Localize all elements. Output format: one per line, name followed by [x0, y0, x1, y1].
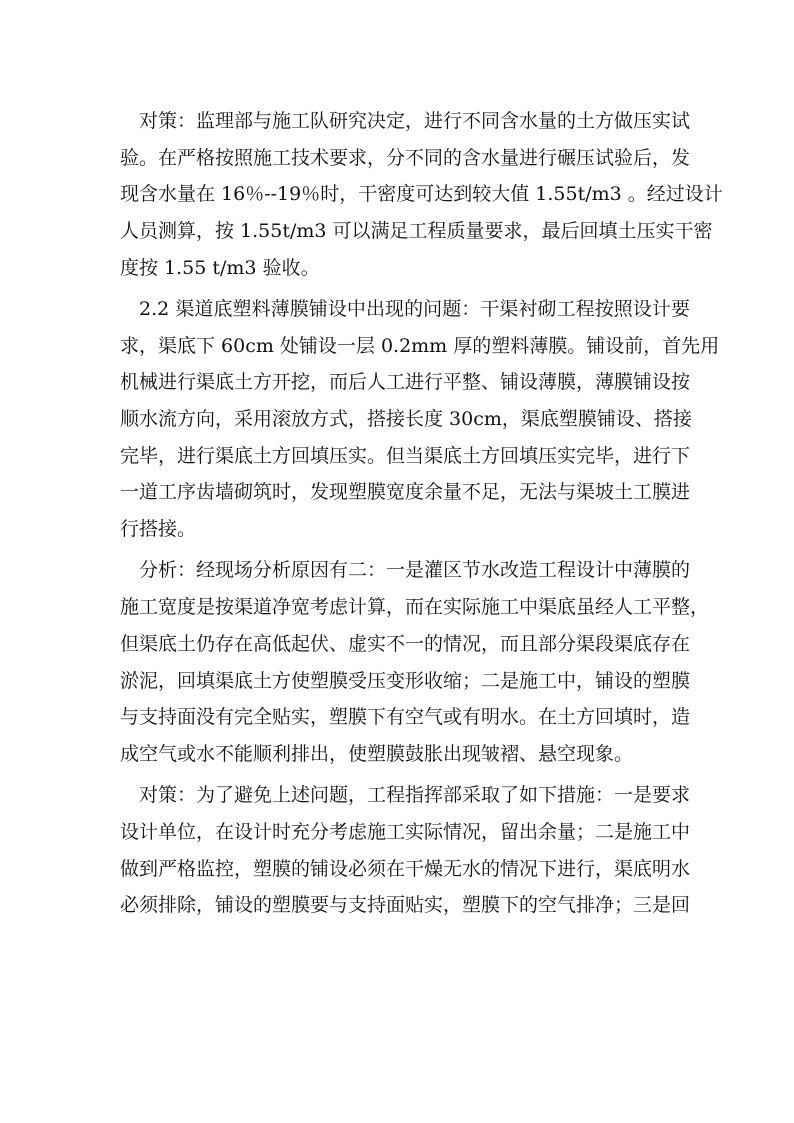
- text-line: 做到严格监控，塑膜的铺设必须在干燥无水的情况下进行，渠底明水: [120, 857, 691, 880]
- paragraph-countermeasure-2: [120, 777, 690, 924]
- text-line: 与支持面没有完全贴实，塑膜下有空气或有明水。在土方回填时，造: [120, 706, 691, 729]
- text-line: 行搭接。: [120, 518, 197, 541]
- text-line: 但渠底土仍存在高低起伏、虚实不一的情况，而且部分渠段渠底存在: [120, 632, 691, 655]
- text-line: 人员测算，按 1.55t/m3 可以满足工程质量要求，最后回填土压实干密: [120, 220, 713, 243]
- text-line: 成空气或水不能顺利排出，使塑膜鼓胀出现皱褶、悬空现象。: [120, 742, 634, 765]
- text-line: 设计单位，在设计时充分考虑施工实际情况，留出余量；二是施工中: [120, 820, 691, 843]
- text-line: 完毕，进行渠底土方回填压实。但当渠底土方回填压实完毕，进行下: [120, 444, 691, 467]
- text-line: 2.2 渠道底塑料薄膜铺设中出现的问题：干渠衬砌工程按照设计要: [139, 298, 690, 321]
- text-line: 现含水量在 16％--19％时，干密度可达到较大值 1.55t/m3 。经过设计: [120, 183, 723, 206]
- text-line: 分析：经现场分析原因有二：一是灌区节水改造工程设计中薄膜的: [139, 559, 691, 582]
- text-line: 验。在严格按照施工技术要求，分不同的含水量进行碾压试验后，发: [120, 146, 691, 169]
- text-line: 对策：监理部与施工队研究决定，进行不同含水量的土方做压实试: [139, 110, 691, 132]
- paragraph-countermeasure-1: [120, 103, 723, 286]
- text-line: 必须排除，铺设的塑膜要与支持面贴实，塑膜下的空气排净；三是回: [120, 894, 691, 917]
- text-line: 一道工序齿墙砌筑时，发现塑膜宽度余量不足，无法与渠坡土工膜进: [120, 481, 691, 504]
- paragraph-analysis: [120, 552, 710, 772]
- text-line: 求，渠底下 60cm 处铺设一层 0.2mm 厚的塑料薄膜。铺设前，首先用: [120, 334, 720, 357]
- text-line: 淤泥，回填渠底土方使塑膜受压变形收缩；二是施工中，铺设的塑膜: [120, 669, 691, 692]
- text-line: 度按 1.55 t/m3 验收。: [120, 256, 320, 279]
- paragraph-section-2-2: [120, 291, 720, 548]
- document-body: [120, 103, 723, 929]
- text-line: 机械进行渠底土方开挖，而后人工进行平整、铺设薄膜，薄膜铺设按: [120, 371, 691, 394]
- text-line: 施工宽度是按渠道净宽考虑计算，而在实际施工中渠底虽经人工平整，: [120, 596, 710, 619]
- text-line: 对策：为了避免上述问题，工程指挥部采取了如下措施：一是要求: [139, 784, 691, 807]
- text-line: 顺水流方向，采用滚放方式，搭接长度 30cm，渠底塑膜铺设、搭接: [120, 408, 692, 431]
